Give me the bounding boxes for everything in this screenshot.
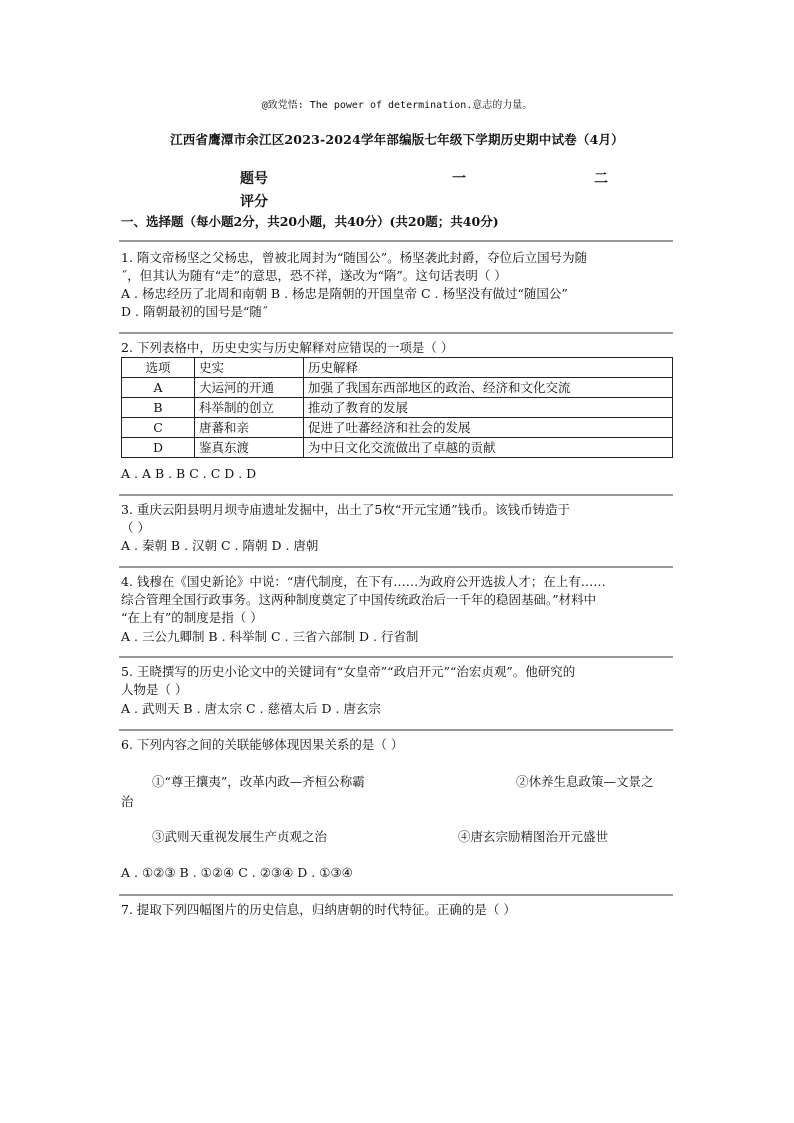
q2-options: A . A B . B C . C D . D [121, 466, 257, 481]
section-heading: 一、选择题（每小题2分，共20小题，共40分）(共20题；共40分) [121, 214, 499, 229]
table-header-cell: 史实 [195, 358, 304, 378]
table-cell: B [122, 398, 195, 418]
motto: @致党悟: The power of determination.意志的力量。 [261, 100, 533, 111]
separator [119, 566, 673, 568]
score-row-label-question: 题号 [240, 171, 268, 187]
q7-stem: 7. 提取下列四幅图片的历史信息，归纳唐朝的时代特征。正确的是（ ） [121, 902, 516, 917]
q6-item-2-continued: 治 [121, 794, 134, 809]
table-cell: 唐蕃和亲 [195, 418, 304, 438]
separator [119, 494, 673, 496]
q6-stem: 6. 下列内容之间的关联能够体现因果关系的是（ ） [121, 737, 404, 752]
table-cell: 加强了我国东西部地区的政治、经济和文化交流 [304, 378, 673, 398]
q1-options-line1: A . 杨忠经历了北周和南朝 B . 杨忠是隋朝的开国皇帝 C . 杨坚没有做过“随国公” [121, 286, 568, 301]
table-header-row [122, 358, 673, 378]
q5-options: A . 武则天 B . 唐太宗 C . 慈禧太后 D . 唐玄宗 [121, 701, 381, 716]
q1-stem-line1: 1. 隋文帝杨坚之父杨忠，曾被北周封为“随国公”。杨坚袭此封爵，夺位后立国号为随 [121, 250, 588, 265]
table-cell: A [122, 378, 195, 398]
table-cell: 促进了吐蕃经济和社会的发展 [304, 418, 673, 438]
q4-options: A . 三公九卿制 B . 科举制 C . 三省六部制 D . 行省制 [121, 629, 419, 644]
q5-stem-line2: 人物是（ ） [121, 682, 188, 697]
separator [119, 240, 673, 242]
score-col-two: 二 [594, 171, 608, 187]
q6-item-1: ①“尊王攘夷”，改革内政—齐桓公称霸 [152, 774, 365, 789]
q6-item-2: ②休养生息政策—文景之 [516, 774, 654, 789]
table-cell: 科举制的创立 [195, 398, 304, 418]
table-cell: 推动了教育的发展 [304, 398, 673, 418]
q2-table [121, 357, 673, 458]
table-cell: C [122, 418, 195, 438]
q3-stem-line1: 3. 重庆云阳县明月坝寺庙遗址发掘中，出土了5枚“开元宝通”钱币。该钱币铸造于 [121, 502, 571, 517]
table-row [122, 398, 673, 418]
separator [119, 332, 673, 334]
q5-stem-line1: 5. 王晓撰写的历史小论文中的关键词有“女皇帝”“政启开元”“治宏贞观”。他研究的 [121, 664, 576, 679]
q2-stem: 2. 下列表格中，历史史实与历史解释对应错误的一项是（ ） [121, 340, 454, 355]
separator [119, 729, 673, 731]
table-row [122, 438, 673, 458]
q3-stem-line2: （ ） [121, 520, 150, 535]
q4-stem-line2: 综合管理全国行政事务。这两种制度奠定了中国传统政治后一千年的稳固基础。”材料中 [121, 592, 597, 607]
q6-item-3: ③武则天重视发展生产贞观之治 [152, 829, 328, 844]
q6-options: A . ①②③ B . ①②④ C . ②③④ D . ①③④ [121, 865, 353, 880]
q4-stem-line1: 4. 钱穆在《国史新论》中说：“唐代制度，在下有……为政府公开选拔人才；在上有…… [121, 574, 606, 589]
table-row [122, 418, 673, 438]
score-row-label-score: 评分 [240, 194, 268, 210]
q3-options: A . 秦朝 B . 汉朝 C . 隋朝 D . 唐朝 [121, 538, 319, 553]
q1-options-line2: D . 隋朝最初的国号是“随˝ [121, 304, 269, 319]
score-col-one: 一 [452, 171, 466, 187]
separator [119, 656, 673, 658]
table-cell: 大运河的开通 [195, 378, 304, 398]
exam-title: 江西省鹰潭市余江区2023-2024学年部编版七年级下学期历史期中试卷（4月） [170, 132, 624, 147]
table-row [122, 378, 673, 398]
table-cell: D [122, 438, 195, 458]
q1-stem-line2: ˝，但其认为随有“走”的意思，恐不祥，遂改为“隋”。这句话表明（ ） [121, 268, 507, 283]
q4-stem-line3: “在上有”的制度是指（ ） [121, 610, 263, 625]
table-cell: 为中日文化交流做出了卓越的贡献 [304, 438, 673, 458]
table-header-cell: 选项 [122, 358, 195, 378]
table-cell: 鉴真东渡 [195, 438, 304, 458]
separator [119, 894, 673, 896]
table-header-cell: 历史解释 [304, 358, 673, 378]
q6-item-4: ④唐玄宗励精图治开元盛世 [458, 829, 609, 844]
